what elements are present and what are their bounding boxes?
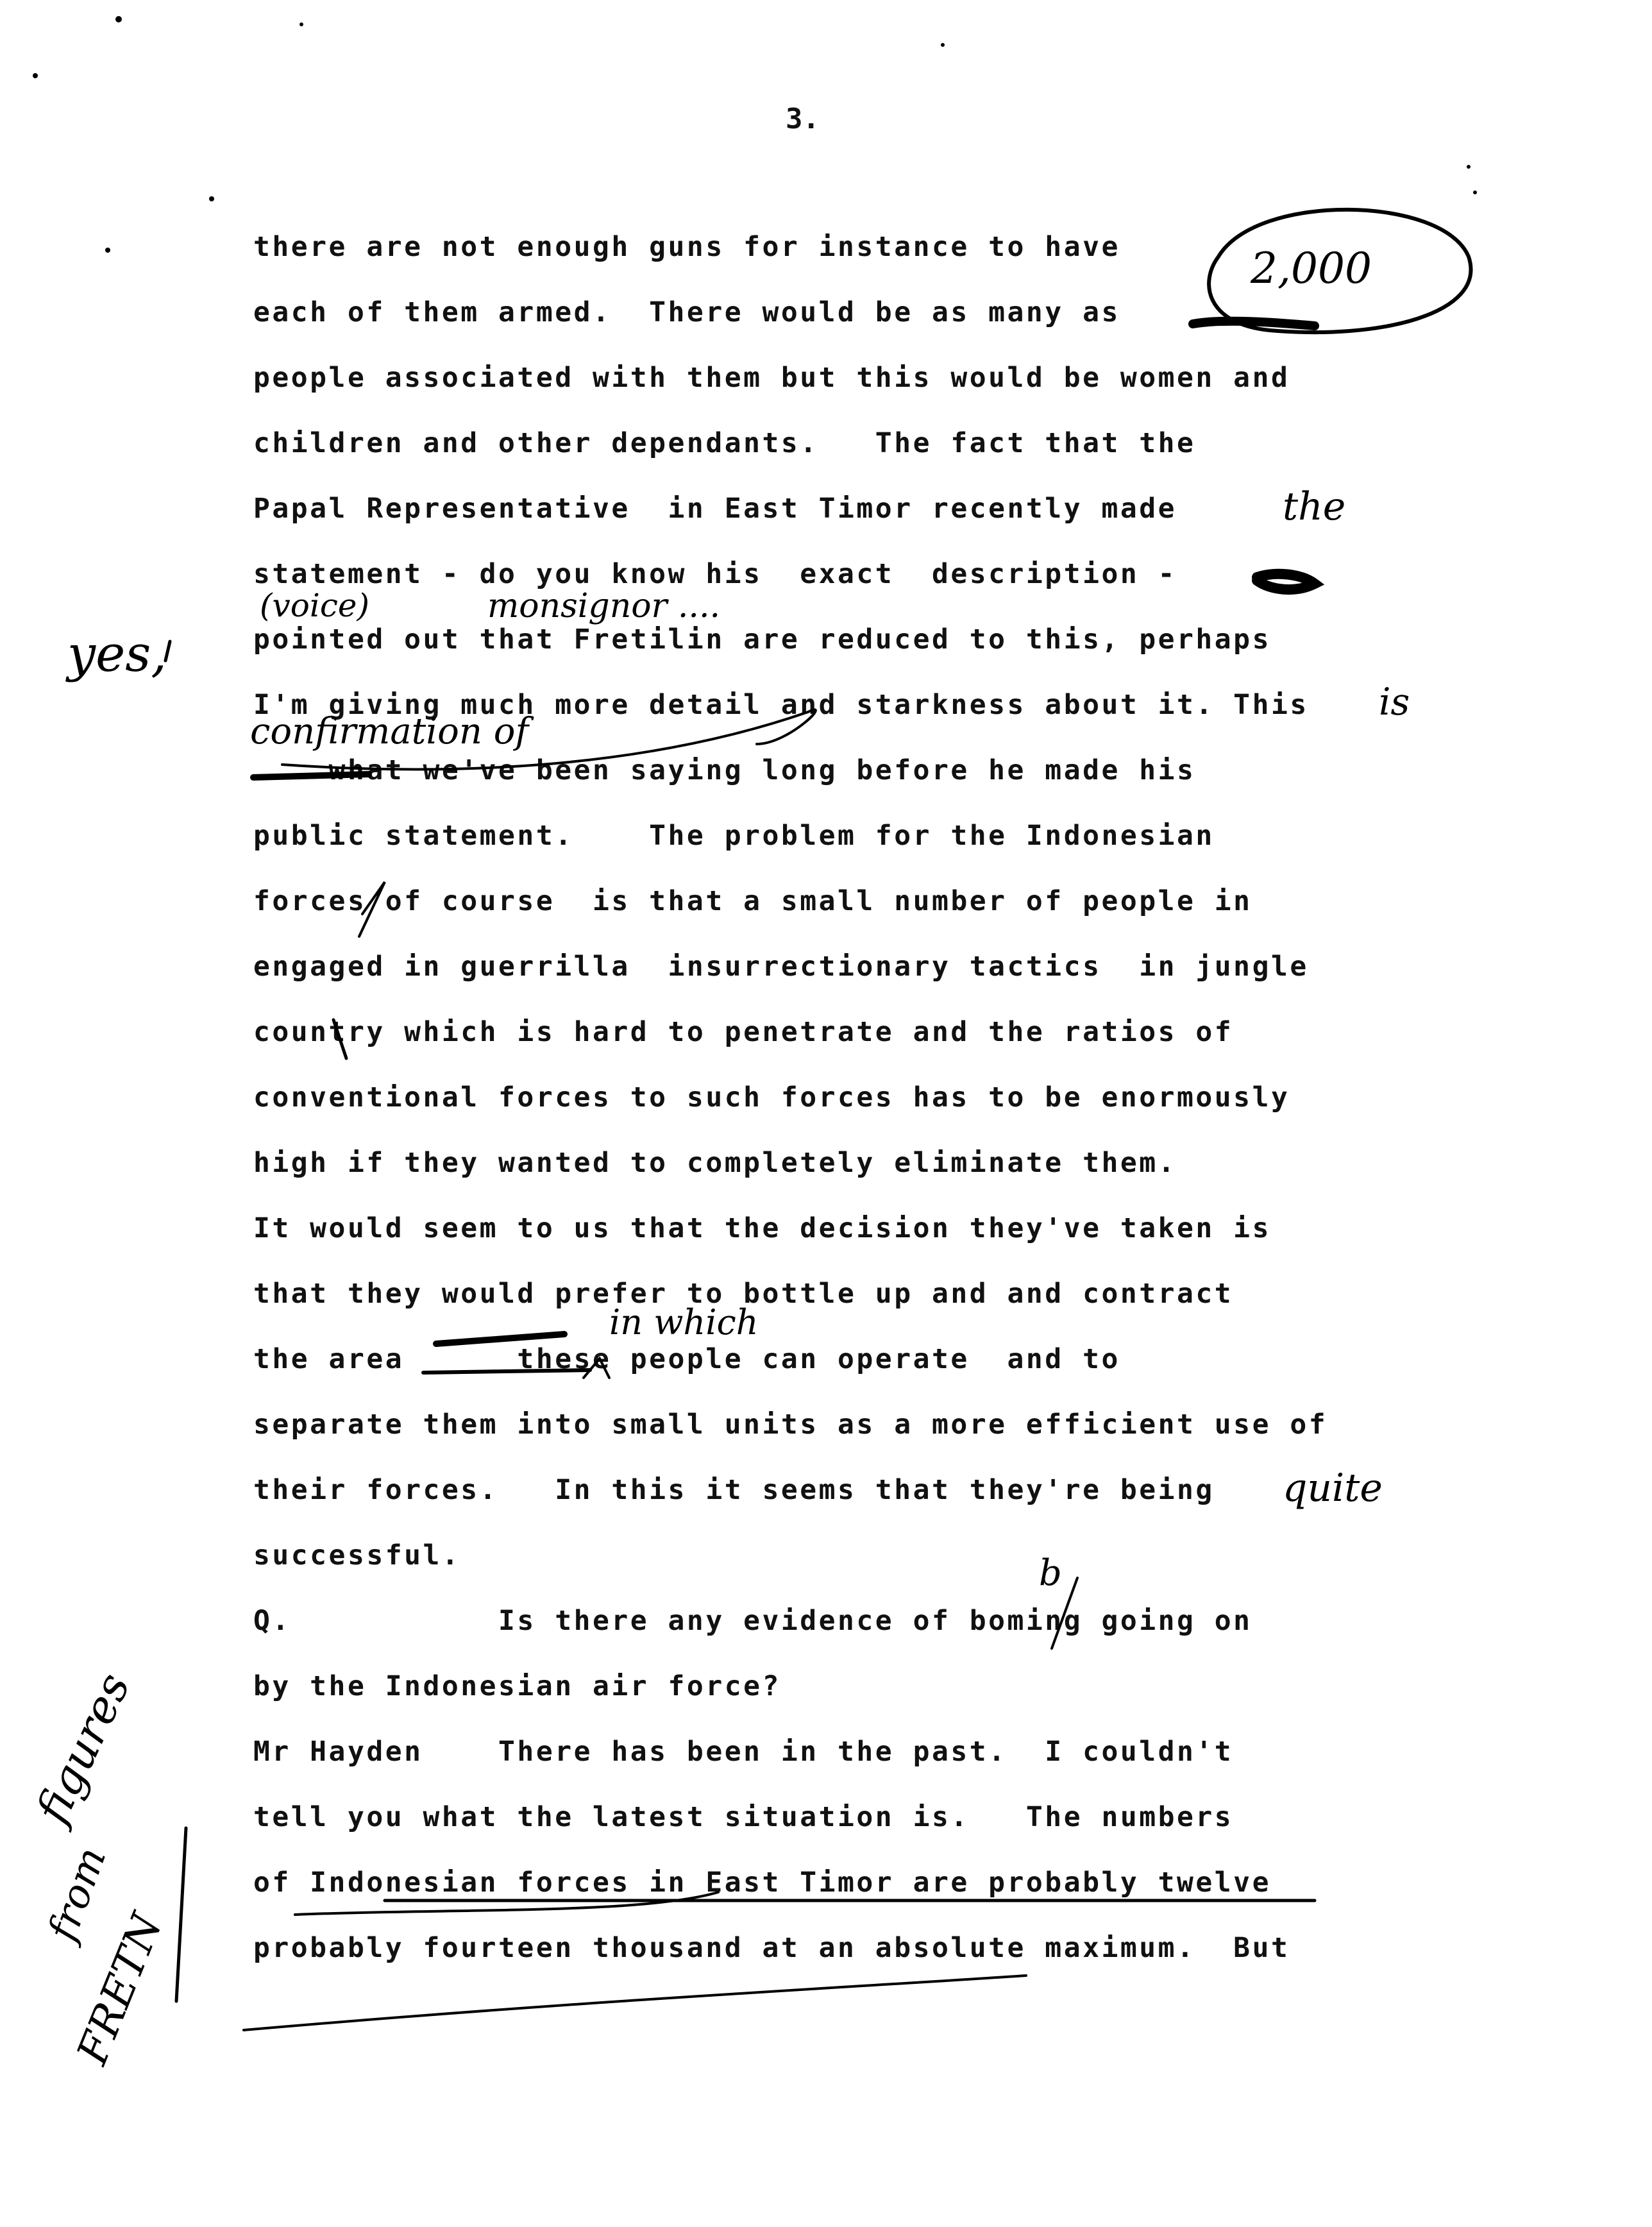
speck-2 bbox=[299, 22, 303, 26]
handwritten-is: is bbox=[1379, 680, 1410, 724]
underline-long bbox=[244, 1976, 1026, 2030]
text-line-20: their forces. In this it seems that they're being bbox=[253, 1474, 1215, 1506]
handwritten-b: b bbox=[1039, 1552, 1062, 1594]
text-line-23: by the Indonesian air force? bbox=[253, 1670, 781, 1702]
text-line-7: pointed out that Fretilin are reduced to this, perhaps bbox=[253, 623, 1271, 656]
speck-3 bbox=[941, 43, 945, 47]
handwritten-the: the bbox=[1283, 484, 1346, 529]
text-line-24: Mr Hayden There has been in the past. I couldn't bbox=[253, 1736, 1234, 1768]
text-line-1: there are not enough guns for instance to have bbox=[253, 231, 1120, 263]
text-line-26: of Indonesian forces in East Timor are probably twelve bbox=[253, 1867, 1271, 1899]
handwritten-confirmation-of: confirmation of bbox=[250, 711, 529, 752]
handwritten-quite: quite bbox=[1283, 1466, 1383, 1511]
text-line-15: high if they wanted to completely eliminate them. bbox=[253, 1147, 1177, 1179]
handwritten-margin-figures: figures bbox=[26, 1664, 140, 1831]
handwritten-in-which: in which bbox=[609, 1302, 759, 1342]
speck-7 bbox=[1473, 191, 1477, 194]
text-line-19: separate them into small units as a more efficient use of bbox=[253, 1409, 1328, 1441]
insertion-loop bbox=[282, 709, 816, 769]
text-line-17: that they would prefer to bottle up and and contract bbox=[253, 1278, 1234, 1310]
handwritten-voice: (voice) bbox=[260, 587, 369, 624]
speck-8 bbox=[1467, 165, 1471, 169]
handwritten-yes: yes, bbox=[67, 625, 167, 683]
text-line-25: tell you what the latest situation is. The numbers bbox=[253, 1801, 1234, 1833]
text-line-14: conventional forces to such forces has to be enormously bbox=[253, 1081, 1290, 1114]
underline-indonesian-forces bbox=[295, 1892, 718, 1915]
number-circle bbox=[1209, 210, 1471, 332]
struck-number bbox=[1193, 321, 1315, 326]
correction-t-stroke bbox=[333, 1020, 346, 1058]
text-line-9: what we've been saying long before he made his bbox=[253, 754, 1196, 786]
handwritten-margin-fretilin: FRETN bbox=[67, 1906, 173, 2071]
speck-6 bbox=[105, 248, 110, 253]
text-line-8: I'm giving much more detail and starkness about it. This bbox=[253, 689, 1309, 721]
speck-5 bbox=[209, 196, 214, 201]
text-line-13: country which is hard to penetrate and the ratios of bbox=[253, 1016, 1234, 1048]
text-line-4: children and other dependants. The fact that the bbox=[253, 427, 1196, 459]
margin-comma bbox=[165, 641, 170, 661]
text-line-11: forces of course is that a small number of people in bbox=[253, 885, 1252, 917]
struck-word-about bbox=[253, 774, 369, 777]
struck-word-in-which bbox=[436, 1334, 564, 1344]
text-line-2: each of them armed. There would be as many as bbox=[253, 296, 1140, 328]
text-line-18: the area these people can operate and to bbox=[253, 1343, 1120, 1375]
struck-word-scribble bbox=[1257, 574, 1315, 589]
speck-4 bbox=[33, 73, 38, 78]
handwritten-monsignor: monsignor .... bbox=[487, 587, 721, 625]
speck-1 bbox=[115, 16, 122, 22]
text-line-12: engaged in guerrilla insurrectionary tactics in jungle bbox=[253, 951, 1309, 983]
caret-mark-in-which bbox=[584, 1359, 609, 1378]
text-line-3: people associated with them but this would be women and bbox=[253, 362, 1290, 394]
margin-bracket bbox=[176, 1828, 186, 2001]
page-number: 3. bbox=[786, 103, 820, 135]
text-line-16: It would seem to us that the decision they've taken is bbox=[253, 1212, 1271, 1244]
text-line-21: successful. bbox=[253, 1539, 461, 1571]
struck-in-which-text bbox=[423, 1370, 590, 1373]
text-line-22: Q. Is there any evidence of boming going on bbox=[253, 1605, 1252, 1637]
handwritten-margin-from: from bbox=[38, 1841, 115, 1947]
text-line-10: public statement. The problem for the Indonesian bbox=[253, 820, 1215, 852]
caret-mark-forces bbox=[359, 882, 385, 936]
text-line-6: statement - do you know his exact description - bbox=[253, 558, 1177, 590]
handwritten-circled-number: 2,000 bbox=[1251, 244, 1372, 293]
text-line-27: probably fourteen thousand at an absolute maximum. But bbox=[253, 1932, 1290, 1964]
caret-mark-boming bbox=[1052, 1578, 1077, 1648]
text-line-5: Papal Representative in East Timor recently made bbox=[253, 493, 1177, 525]
